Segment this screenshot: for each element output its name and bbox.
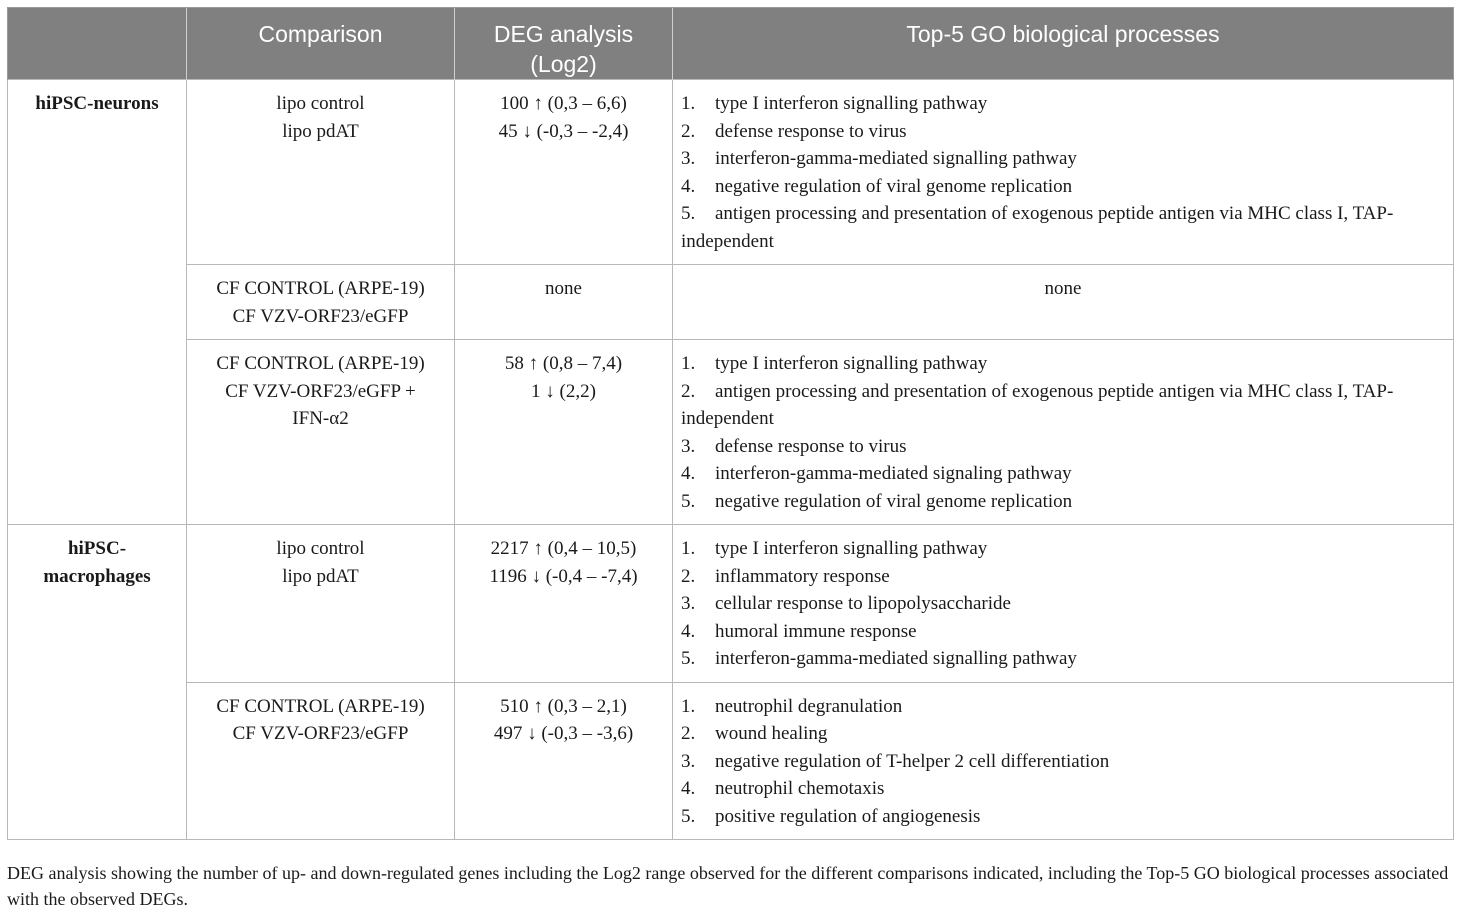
go-item: 3. negative regulation of T-helper 2 cell differentiation (681, 750, 1110, 772)
go-item: 3. cellular response to lipopolysaccharide (681, 593, 1011, 614)
deg-up: 58 ↑ (0,8 – 7,4) (504, 353, 623, 374)
go-item: 3. interferon-gamma-mediated signalling pathway (681, 148, 1077, 169)
go-cell (673, 265, 1454, 340)
table-header-row (8, 8, 1454, 80)
table-row (8, 265, 1454, 340)
group-label-neurons: hiPSC-neurons (8, 80, 187, 525)
table-caption: DEG analysis showing the number of up- and down-regulated genes including the Log2 range observed for the different comparisons indicated, including the Top-5 GO biological processes associated with the observed DEGs. (7, 863, 1449, 909)
deg-down: 45 ↓ (-0,3 – -2,4) (498, 120, 629, 142)
deg-none: none (545, 278, 582, 299)
go-cell (673, 525, 1454, 683)
deg-table-container (7, 7, 1453, 840)
go-item: 4. interferon-gamma-mediated signaling pathway (681, 463, 1072, 484)
comparison-line: lipo control (276, 93, 365, 114)
header-deg-line2: (Log2) (530, 51, 597, 77)
deg-up: 510 ↑ (0,3 – 2,1) (500, 695, 627, 717)
go-item: 5. negative regulation of viral genome replication (681, 490, 1073, 512)
go-item: 2. wound healing (681, 723, 828, 744)
deg-down: 1 ↓ (2,2) (531, 380, 596, 402)
comparison-line: lipo control (276, 538, 365, 559)
header-deg-analysis (455, 8, 673, 80)
comparison-line: CF CONTROL (ARPE-19) (216, 695, 425, 717)
go-item: 3. defense response to virus (681, 435, 907, 457)
go-none: none (1044, 278, 1082, 299)
group-label-line: hiPSC- (67, 538, 127, 559)
comparison-line: CF CONTROL (ARPE-19) (216, 353, 425, 374)
go-item: 4. humoral immune response (681, 620, 917, 642)
deg-cell (455, 525, 673, 683)
group-label-line: macrophages (43, 565, 151, 587)
table-row (8, 525, 1454, 683)
deg-cell (455, 682, 673, 840)
go-item: 1. neutrophil degranulation (681, 695, 903, 717)
deg-cell (455, 340, 673, 525)
group-label-macrophages (8, 525, 187, 840)
go-item: 4. negative regulation of viral genome replication (681, 175, 1073, 197)
comparison-line: lipo pdAT (282, 565, 359, 587)
deg-down: 1196 ↓ (-0,4 – -7,4) (489, 565, 638, 587)
comparison-cell (187, 265, 455, 340)
go-cell (673, 682, 1454, 840)
deg-down: 497 ↓ (-0,3 – -3,6) (493, 723, 634, 744)
go-item: 5. positive regulation of angiogenesis (681, 805, 981, 827)
go-item: 5. interferon-gamma-mediated signalling pathway (681, 648, 1077, 669)
go-item: 5. antigen processing and presentation of exogenous peptide antigen via MHC class I, TAP-independent (681, 203, 1394, 252)
comparison-line: CF VZV-ORF23/eGFP + (225, 380, 416, 402)
comparison-cell (187, 340, 455, 525)
table-row (8, 340, 1454, 525)
comparison-cell (187, 525, 455, 683)
comparison-line: CF VZV-ORF23/eGFP (232, 723, 409, 744)
header-deg-line1: DEG analysis (493, 21, 634, 47)
comparison-cell (187, 682, 455, 840)
comparison-cell (187, 80, 455, 265)
go-item: 1. type I interferon signalling pathway (681, 93, 988, 114)
comparison-line: lipo pdAT (282, 120, 359, 142)
header-go-processes: Top-5 GO biological processes (673, 8, 1454, 80)
deg-up: 100 ↑ (0,3 – 6,6) (500, 93, 627, 114)
go-item: 2. antigen processing and presentation of exogenous peptide antigen via MHC class I, TAP-independent (681, 380, 1394, 429)
table-row (8, 80, 1454, 265)
go-item: 2. defense response to virus (681, 120, 907, 142)
go-cell (673, 80, 1454, 265)
comparison-line: IFN-α2 (292, 408, 349, 429)
go-item: 4. neutrophil chemotaxis (681, 778, 885, 799)
comparison-line: CF VZV-ORF23/eGFP (232, 305, 409, 327)
table-row (8, 682, 1454, 840)
deg-up: 2217 ↑ (0,4 – 10,5) (490, 538, 637, 559)
go-item: 2. inflammatory response (681, 565, 890, 587)
header-group (8, 8, 187, 80)
header-comparison: Comparison (187, 8, 455, 80)
deg-cell (455, 265, 673, 340)
deg-table (7, 7, 1454, 840)
go-item: 1. type I interferon signalling pathway (681, 538, 988, 559)
go-cell (673, 340, 1454, 525)
deg-cell (455, 80, 673, 265)
go-item: 1. type I interferon signalling pathway (681, 353, 988, 374)
comparison-line: CF CONTROL (ARPE-19) (216, 278, 425, 299)
